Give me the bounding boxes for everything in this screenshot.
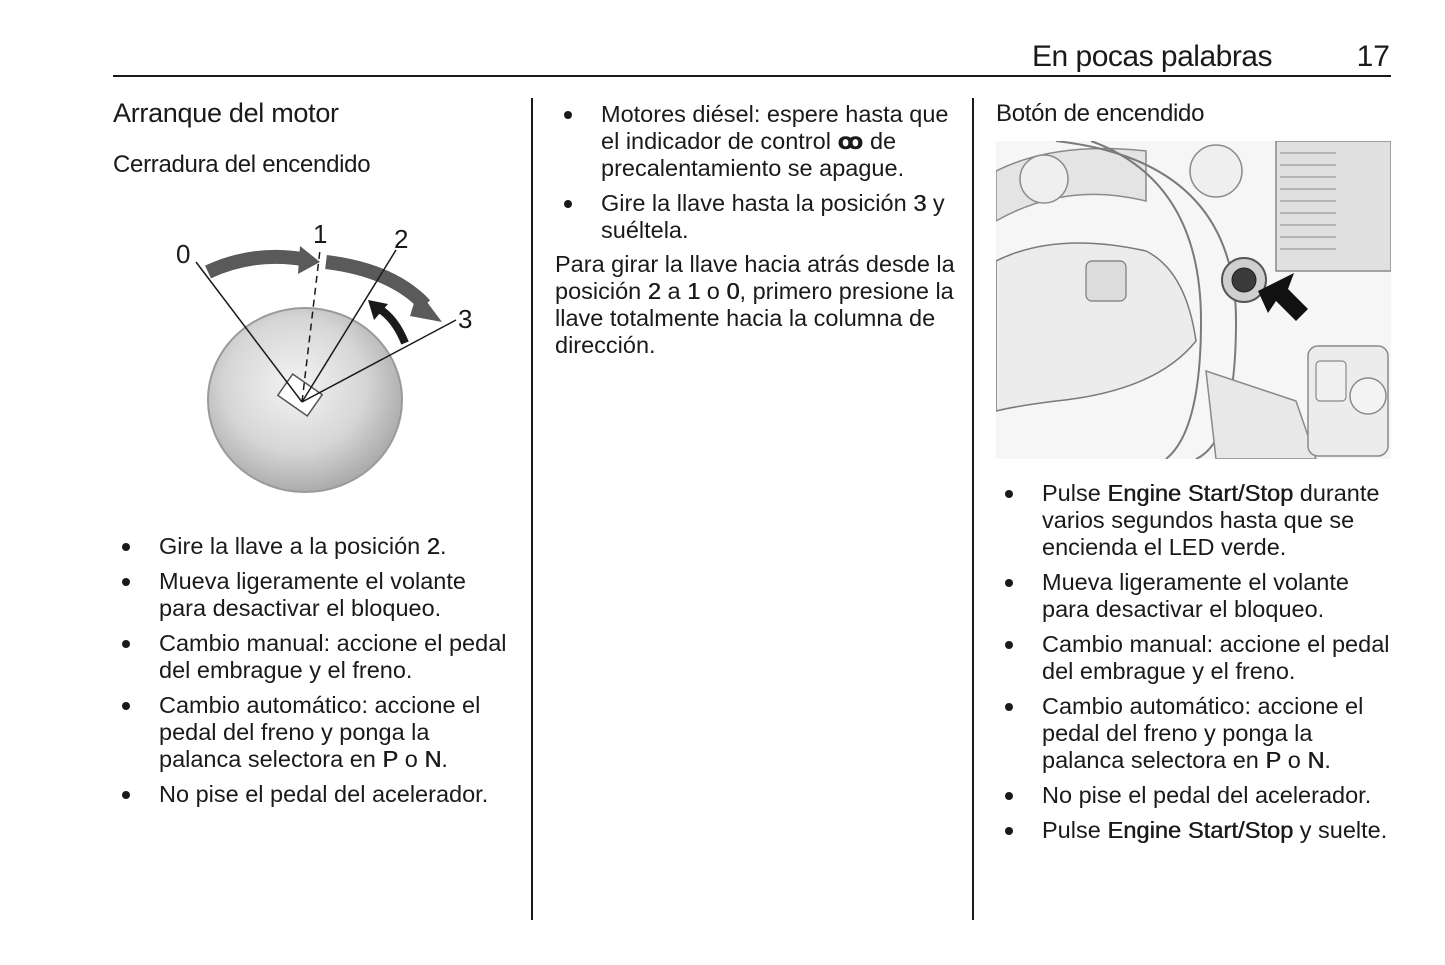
- ignition-lock-figure: [160, 210, 500, 510]
- list-item: Cambio automático: accione el pedal del freno y ponga la palanca selectora en P o N.: [113, 692, 518, 773]
- position-label-3: 3: [458, 304, 473, 334]
- gauge-icon: [1190, 145, 1242, 197]
- middle-bullet-list: [555, 101, 960, 252]
- list-item: Cambio automático: accione el pedal del freno y ponga la palanca selectora en P o N.: [996, 693, 1396, 774]
- header-rule: [113, 75, 1391, 77]
- arrow-return-3-to-2: [378, 308, 405, 343]
- arrow-0-to-1: [208, 257, 308, 272]
- right-bullet-list: [996, 480, 1396, 852]
- column-divider-1: [531, 98, 533, 920]
- list-item: Pulse Engine Start/Stop y suelte.: [996, 817, 1396, 844]
- start-button-illustration: [996, 141, 1391, 459]
- left-bullet-list: [113, 533, 518, 816]
- air-vent: [1276, 141, 1391, 271]
- key-return-paragraph: Para girar la llave hacia atrás desde la posición 2 a 1 o 0, primero presione la llave totalmente hacia la columna de dirección.: [555, 251, 955, 358]
- list-item: Gire la llave hasta la posición 3 y suéltela.: [555, 190, 960, 244]
- list-item: No pise el pedal del acelerador.: [996, 782, 1396, 809]
- list-item: Mueva ligeramente el volante para desactivar el bloqueo.: [996, 569, 1396, 623]
- subsection-heading-button: Botón de encendido: [996, 100, 1205, 127]
- page-number: 17: [1356, 40, 1390, 73]
- list-item: Cambio manual: accione el pedal del embrague y el freno.: [113, 630, 518, 684]
- column-divider-2: [972, 98, 974, 920]
- preheating-indicator-icon: ꝏ: [837, 127, 864, 155]
- position-label-0: 0: [176, 239, 191, 269]
- list-item: Gire la llave a la posición 2.: [113, 533, 518, 560]
- list-item: No pise el pedal del acelerador.: [113, 781, 518, 808]
- gauge-icon: [1020, 155, 1068, 203]
- list-item: Mueva ligeramente el volante para desactivar el bloqueo.: [113, 568, 518, 622]
- position-label-1: 1: [313, 219, 328, 249]
- list-item: Motores diésel: espere hasta que el indicador de control ꝏ de precalentamiento se apague.: [555, 101, 960, 182]
- section-heading: Arranque del motor: [113, 98, 339, 128]
- running-header-title: En pocas palabras: [1032, 40, 1272, 73]
- control-knob: [1350, 378, 1386, 414]
- list-item: Pulse Engine Start/Stop durante varios segundos hasta que se encienda el LED verde.: [996, 480, 1396, 561]
- position-label-2: 2: [394, 224, 409, 254]
- list-item: Cambio manual: accione el pedal del embrague y el freno.: [996, 631, 1396, 685]
- steering-controls: [1086, 261, 1126, 301]
- subsection-heading: Cerradura del encendido: [113, 151, 371, 178]
